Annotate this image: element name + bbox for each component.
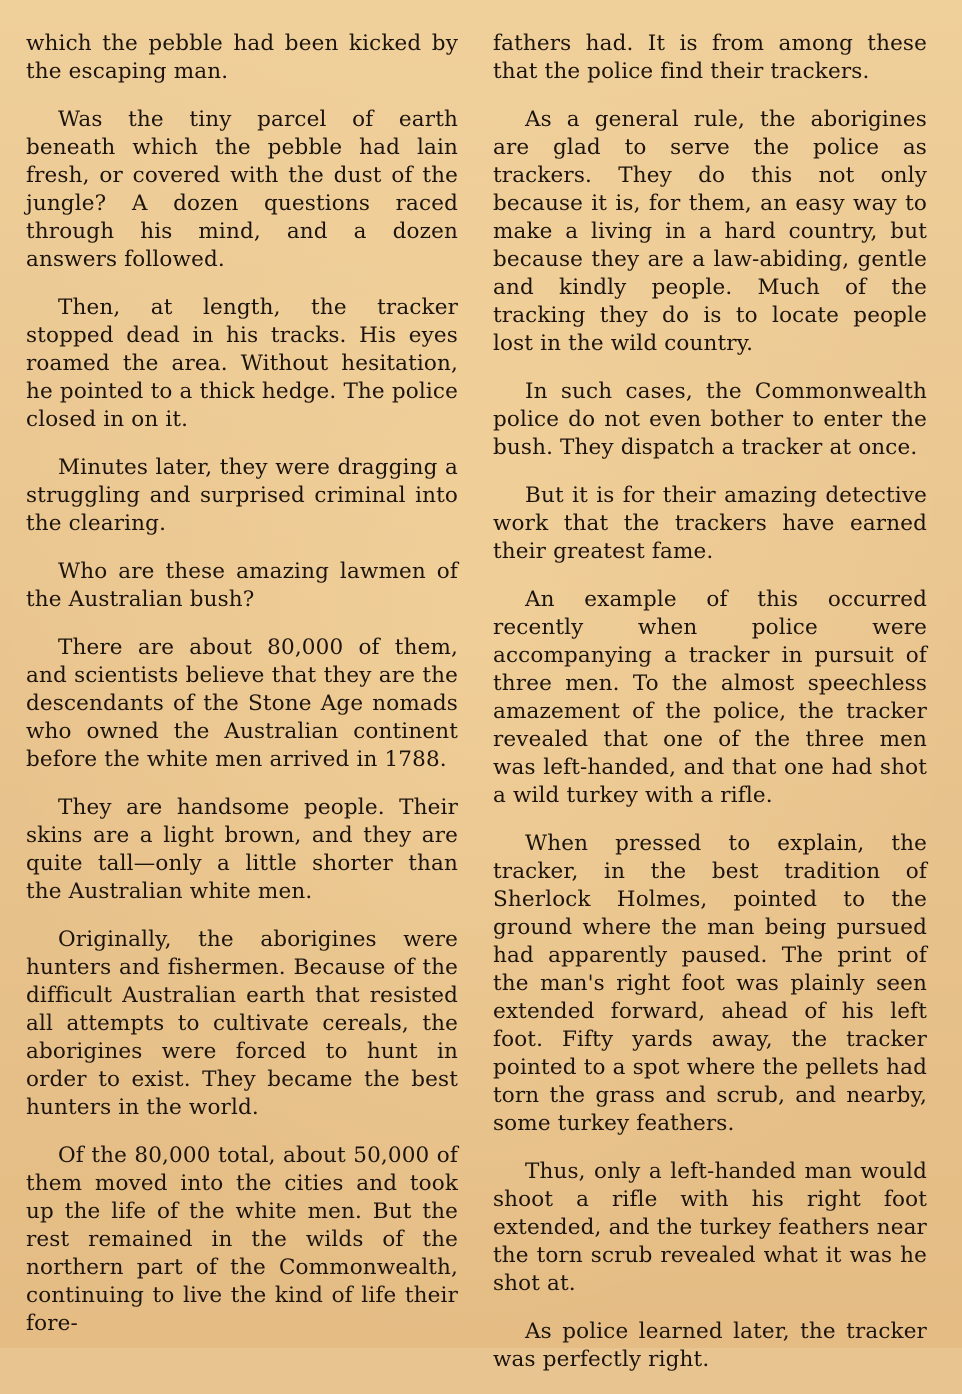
paragraph: which the pebble had been kicked by the escaping man. (26, 31, 458, 84)
paragraph: Thus, only a left-handed man would shoot a rifle with his right foot extended, and the turkey feathers near the torn scrub revealed what it was he shot at. (493, 1159, 927, 1296)
paragraph: Of the 80,000 total, about 50,000 of them moved into the cities and took up the life of the white men. But the rest remained in the wilds of the northern part of the Commonwealth, continuing to live the kind of life their fore- (26, 1143, 458, 1336)
left-column (26, 30, 458, 1358)
paragraph: In such cases, the Commonwealth police do not even bother to enter the bush. They dispatch a tracker at once. (493, 379, 927, 460)
paragraph: As a general rule, the aborigines are glad to serve the police as trackers. They do this not only because it is, for them, an easy way to make a living in a hard country, but because they are a law-abiding, gentle and kindly people. Much of the tracking they do is to locate people lost in the wild country. (493, 107, 927, 356)
paragraph: But it is for their amazing detective work that the trackers have earned their greatest fame. (493, 483, 927, 564)
paragraph: Was the tiny parcel of earth beneath which the pebble had lain fresh, or covered with the dust of the jungle? A dozen questions raced through his mind, and a dozen answers followed. (26, 107, 458, 272)
paragraph: fathers had. It is from among these that the police find their trackers. (493, 31, 927, 84)
paragraph: As police learned later, the tracker was perfectly right. (493, 1319, 927, 1372)
paragraph: There are about 80,000 of them, and scientists believe that they are the descendants of the Stone Age nomads who owned the Australian continent before the white men arrived in 1788. (26, 635, 458, 772)
paragraph: Minutes later, they were dragging a struggling and surprised criminal into the clearing. (26, 455, 458, 536)
paragraph: Originally, the aborigines were hunters and fishermen. Because of the difficult Australian earth that resisted all attempts to cultivate cereals, the aborigines were forced to hunt in order to exist. They became the best hunters in the world. (26, 927, 458, 1120)
right-column (493, 30, 927, 1394)
paragraph: When pressed to explain, the tracker, in the best tradition of Sherlock Holmes, pointed to the ground where the man being pursued had apparently paused. The print of the man's right foot was plainly seen extended forward, ahead of his left foot. Fifty yards away, the tracker pointed to a spot where the pellets had torn the grass and scrub, and nearby, some turkey feathers. (493, 831, 927, 1136)
paragraph: An example of this occurred recently when police were accompanying a tracker in pursuit of three men. To the almost speechless amazement of the police, the tracker revealed that one of the three men was left-handed, and that one had shot a wild turkey with a rifle. (493, 587, 927, 808)
paragraph: Then, at length, the tracker stopped dead in his tracks. His eyes roamed the area. Without hesitation, he pointed to a thick hedge. The police closed in on it. (26, 295, 458, 432)
paragraph: They are handsome people. Their skins are a light brown, and they are quite tall—only a little shorter than the Australian white men. (26, 795, 458, 904)
paragraph: Who are these amazing lawmen of the Australian bush? (26, 559, 458, 612)
